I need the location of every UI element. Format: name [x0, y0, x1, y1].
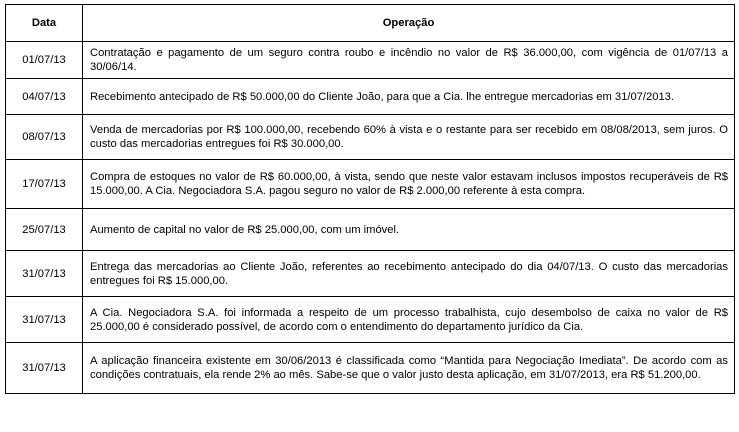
- table-row: [6, 343, 735, 394]
- row-date: 01/07/13: [6, 42, 83, 79]
- row-operation: Entrega das mercadorias ao Cliente João, referentes ao recebimento antecipado do dia 04/07/13. O custo das mercadorias entregues foi R$ 15.000,00.: [83, 251, 735, 297]
- table-row: [6, 297, 735, 343]
- table-row: [6, 79, 735, 115]
- header-date: Data: [6, 5, 83, 42]
- table-row: [6, 115, 735, 160]
- operations-table: [5, 4, 735, 394]
- table-row: [6, 251, 735, 297]
- row-operation: Aumento de capital no valor de R$ 25.000,00, com um imóvel.: [83, 209, 735, 251]
- table-row: [6, 209, 735, 251]
- table-header-row: [6, 5, 735, 42]
- row-date: 31/07/13: [6, 297, 83, 343]
- table-row: [6, 42, 735, 79]
- row-operation: A Cia. Negociadora S.A. foi informada a respeito de um processo trabalhista, cujo desembolso de caixa no valor de R$ 25.000,00 é considerado possível, de acordo com o entendimento do departamento jurídico da Cia.: [83, 297, 735, 343]
- row-date: 04/07/13: [6, 79, 83, 115]
- row-date: 31/07/13: [6, 251, 83, 297]
- header-operation: Operação: [83, 5, 735, 42]
- row-operation: A aplicação financeira existente em 30/06/2013 é classificada como “Mantida para Negociação Imediata”. De acordo com as condições contratuais, ela rende 2% ao mês. Sabe-se que o valor justo desta aplicação, em 31/07/2013, era R$ 51.200,00.: [83, 343, 735, 394]
- table-row: [6, 160, 735, 209]
- row-date: 17/07/13: [6, 160, 83, 209]
- row-date: 08/07/13: [6, 115, 83, 160]
- row-operation: Compra de estoques no valor de R$ 60.000,00, à vista, sendo que neste valor estavam inclusos impostos recuperáveis de R$ 15.000,00. A Cia. Negociadora S.A. pagou seguro no valor de R$ 2.000,00 referente à esta compra.: [83, 160, 735, 209]
- row-operation: Venda de mercadorias por R$ 100.000,00, recebendo 60% à vista e o restante para ser recebido em 08/08/2013, sem juros. O custo das mercadorias entregues foi R$ 30.000,00.: [83, 115, 735, 160]
- row-date: 25/07/13: [6, 209, 83, 251]
- row-operation: Recebimento antecipado de R$ 50.000,00 do Cliente João, para que a Cia. lhe entregue mercadorias em 31/07/2013.: [83, 79, 735, 115]
- row-operation: Contratação e pagamento de um seguro contra roubo e incêndio no valor de R$ 36.000,00, com vigência de 01/07/13 a 30/06/14.: [83, 42, 735, 79]
- row-date: 31/07/13: [6, 343, 83, 394]
